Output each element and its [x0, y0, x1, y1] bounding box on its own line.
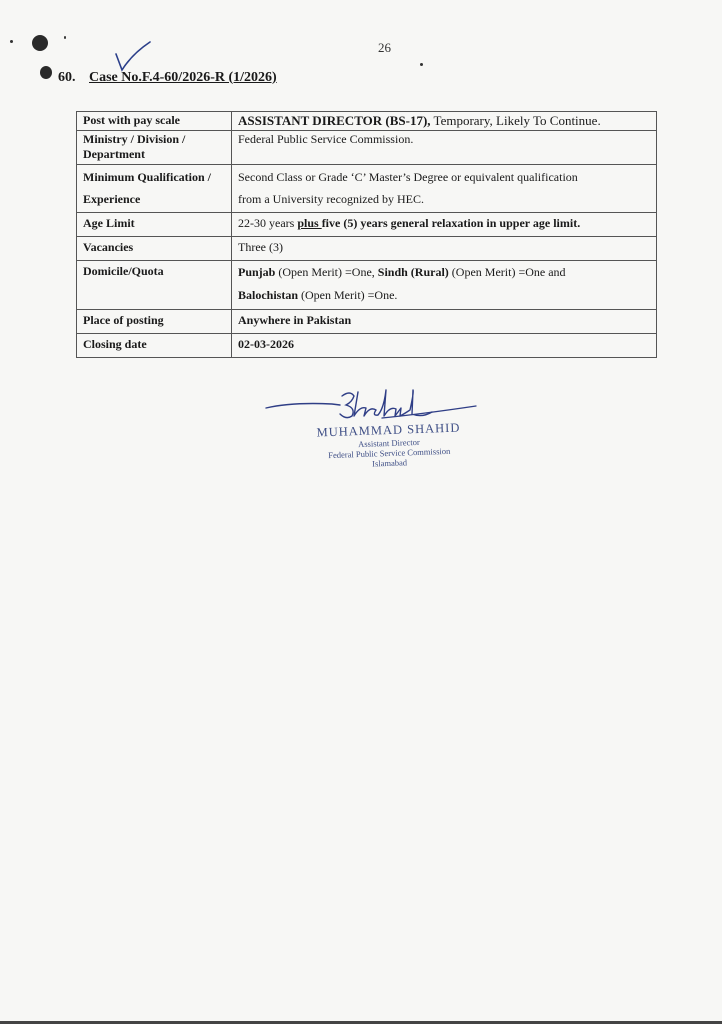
- stamp-designation: Assistant Director: [357, 436, 420, 450]
- punch-hole-bottom: [40, 66, 52, 79]
- post-title: ASSISTANT DIRECTOR (BS-17),: [238, 113, 431, 128]
- official-stamp: [293, 420, 484, 472]
- domicile-punjab-quota: (Open Merit) =One,: [275, 265, 378, 279]
- row-value-post: [232, 112, 657, 131]
- case-heading: [58, 70, 277, 86]
- row-label-post: Post with pay scale: [77, 112, 232, 131]
- row-value-ministry: Federal Public Service Commission.: [232, 131, 657, 165]
- table-row: [77, 213, 657, 237]
- row-value-closing-date: 02-03-2026: [232, 334, 657, 358]
- case-serial-number: 60.: [58, 70, 76, 85]
- age-plus: plus: [297, 216, 322, 230]
- scan-speck: [10, 40, 13, 43]
- age-relaxation: five (5) years general relaxation in upper age limit.: [321, 216, 581, 230]
- row-label-closing-date: Closing date: [77, 334, 232, 358]
- table-row: [77, 334, 657, 358]
- table-row: [77, 112, 657, 131]
- row-label-qualification: [77, 165, 232, 213]
- domicile-sindh: Sindh (Rural): [377, 265, 449, 279]
- row-label-domicile: Domicile/Quota: [77, 261, 232, 310]
- table-row: [77, 131, 657, 165]
- row-label-ministry: Ministry / Division / Department: [77, 131, 232, 165]
- row-value-age: [232, 213, 657, 237]
- post-details-table: [76, 111, 657, 358]
- row-value-posting: Anywhere in Pakistan: [232, 310, 657, 334]
- row-label-age: Age Limit: [77, 213, 232, 237]
- domicile-balochistan-quota: (Open Merit) =One.: [298, 288, 398, 302]
- age-range: 22-30 years: [238, 216, 298, 230]
- table-row: [77, 310, 657, 334]
- stamp-name: MUHAMMAD SHAHID: [316, 420, 461, 440]
- table-row: [77, 261, 657, 310]
- stamp-city: Islamabad: [371, 457, 408, 469]
- domicile-punjab: Punjab: [238, 265, 276, 279]
- row-label-posting: Place of posting: [77, 310, 232, 334]
- row-value-domicile: [232, 261, 657, 310]
- row-value-vacancies: Three (3): [232, 237, 657, 261]
- domicile-sindh-quota: (Open Merit) =One and: [448, 265, 566, 279]
- punch-hole-top: [32, 35, 48, 51]
- page-number: 26: [378, 40, 391, 55]
- row-label-vacancies: Vacancies: [77, 237, 232, 261]
- table-row: [77, 165, 657, 213]
- qualification-label-line-1: Minimum Qualification /: [83, 170, 212, 184]
- post-terms: Temporary, Likely To Continue.: [430, 113, 601, 128]
- table-row: [77, 237, 657, 261]
- row-value-qualification: [232, 165, 657, 213]
- scan-speck: [64, 36, 66, 39]
- domicile-balochistan: Balochistan: [238, 288, 299, 302]
- qualification-value-line-1: Second Class or Grade ‘C’ Master’s Degree or equivalent qualification: [238, 170, 578, 184]
- qualification-value-line-2: from a University recognized by HEC.: [238, 192, 424, 206]
- qualification-label-line-2: Experience: [83, 192, 141, 206]
- scan-speck: [420, 63, 423, 66]
- case-title: Case No.F.4-60/2026-R (1/2026): [89, 70, 277, 85]
- stamp-organization: Federal Public Service Commission: [328, 445, 451, 461]
